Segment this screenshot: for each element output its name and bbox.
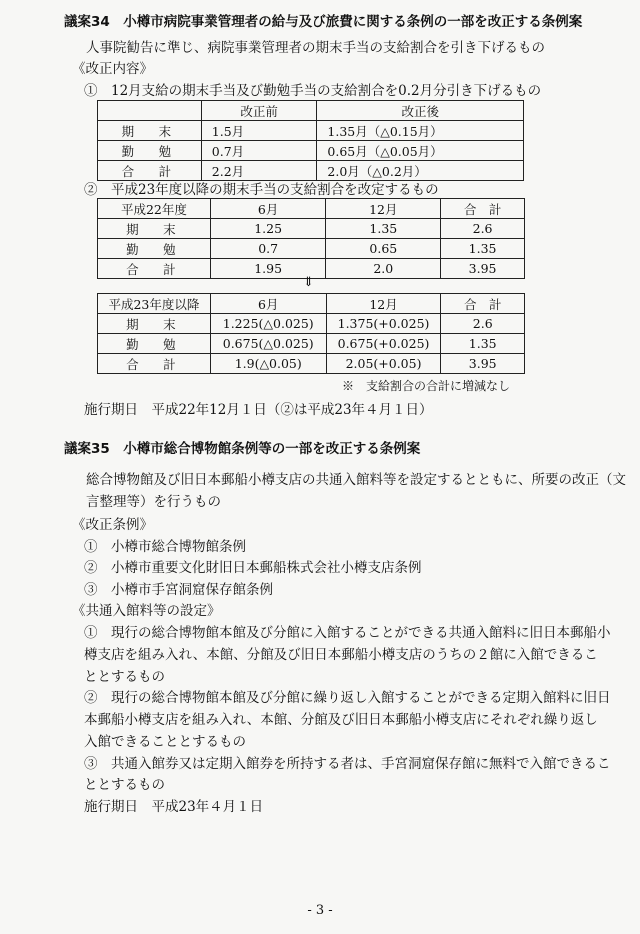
table-cell: 1.35 <box>441 334 525 354</box>
page-number: - 3 - <box>307 903 333 918</box>
table-cell: 勤 勉 <box>98 334 211 354</box>
ordinance-item: ② 小樽市重要文化財旧日本郵船株式会社小樽支店条例 <box>84 560 422 576</box>
table3-header: 平成23年度以降 <box>98 294 211 314</box>
table1 <box>97 100 524 181</box>
table3 <box>97 293 525 374</box>
bill34-section-label: 《改正内容》 <box>72 61 153 77</box>
bill34-heading: 議案34 小樽市病院事業管理者の給与及び旅費に関する条例の一部を改正する条例案 <box>64 14 583 30</box>
table-row <box>98 239 525 259</box>
table-cell: 0.7 <box>210 239 326 259</box>
table-cell: 0.65 <box>326 239 441 259</box>
table2-header: 6月 <box>210 199 326 219</box>
table-cell: 2.2月 <box>201 161 317 181</box>
table-cell: 0.675(△0.025) <box>210 334 326 354</box>
table-cell: 合 計 <box>98 259 211 279</box>
ordinance-item: ① 小樽市総合博物館条例 <box>84 539 246 555</box>
table-cell: 期 末 <box>98 314 211 334</box>
bill34-summary: 人事院勧告に準じ、病院事業管理者の期末手当の支給割合を引き下げるもの <box>86 40 545 56</box>
table2-header: 平成22年度 <box>98 199 211 219</box>
table-cell: 勤 勉 <box>98 141 202 161</box>
table-row <box>98 219 525 239</box>
table-cell: 期 末 <box>98 219 211 239</box>
table-row <box>98 314 525 334</box>
table-cell: 2.6 <box>441 219 525 239</box>
down-arrow-icon: ⇓ <box>303 275 314 290</box>
bill34-effective-date: 施行期日 平成22年12月１日（②は平成23年４月１日） <box>84 402 433 418</box>
bill34-item2: ② 平成23年度以降の期末手当の支給割合を改定するもの <box>84 182 439 198</box>
table1-header <box>98 101 202 121</box>
table-cell: 勤 勉 <box>98 239 211 259</box>
table2-header: 12月 <box>326 199 441 219</box>
fee-item-1-line3: ととするもの <box>84 669 165 685</box>
table3-header-row <box>98 294 525 314</box>
fee-item-3-line2: ととするもの <box>84 777 165 793</box>
bill35-section-label1: 《改正条例》 <box>72 517 153 533</box>
table-cell: 合 計 <box>98 354 211 374</box>
bill35-section-label2: 《共通入館料等の設定》 <box>72 603 221 619</box>
table-cell: 0.675(+0.025) <box>326 334 441 354</box>
table-cell: 2.6 <box>441 314 525 334</box>
table-cell: 1.95 <box>210 259 326 279</box>
table-row <box>98 121 524 141</box>
table-cell: 1.5月 <box>201 121 317 141</box>
bill35-heading: 議案35 小樽市総合博物館条例等の一部を改正する条例案 <box>64 441 421 457</box>
table-cell: 1.375(+0.025) <box>326 314 441 334</box>
fee-item-2-line2: 本郵船小樽支店を組み入れ、本館、分館及び旧日本郵船小樽支店にそれぞれ繰り返し <box>84 712 598 728</box>
bill35-summary-line2: 言整理等）を行うもの <box>86 494 221 510</box>
table1-header: 改正後 <box>317 101 524 121</box>
table1-header: 改正前 <box>201 101 317 121</box>
table-cell: 1.9(△0.05) <box>210 354 326 374</box>
table-cell: 期 末 <box>98 121 202 141</box>
fee-item-2-line3: 入館できることとするもの <box>84 734 246 750</box>
table-cell: 2.0 <box>326 259 441 279</box>
table-cell: 2.05(+0.05) <box>326 354 441 374</box>
table2 <box>97 198 525 279</box>
fee-item-1-line1: ① 現行の総合博物館本館及び分館に入館することができる共通入館料に旧日本郵船小 <box>84 625 611 641</box>
table-cell: 3.95 <box>441 259 525 279</box>
table-row <box>98 141 524 161</box>
table-cell: 3.95 <box>441 354 525 374</box>
table-cell: 0.65月（△0.05月） <box>317 141 524 161</box>
table-cell: 1.35 <box>326 219 441 239</box>
table-cell: 1.35月（△0.15月） <box>317 121 524 141</box>
fee-item-2-line1: ② 現行の総合博物館本館及び分館に繰り返し入館することができる定期入館料に旧日 <box>84 690 611 706</box>
table-cell: 2.0月（△0.2月） <box>317 161 524 181</box>
bill35-effective-date: 施行期日 平成23年４月１日 <box>84 799 264 815</box>
fee-item-1-line2: 樽支店を組み入れ、本館、分館及び旧日本郵船小樽支店のうちの２館に入館できるこ <box>84 647 598 663</box>
table2-header: 合 計 <box>441 199 525 219</box>
bill34-item1: ① 12月支給の期末手当及び勤勉手当の支給割合を0.2月分引き下げるもの <box>84 83 542 99</box>
fee-item-3-line1: ③ 共通入館券又は定期入館券を所持する者は、手宮洞窟保存館に無料で入館できるこ <box>84 756 611 772</box>
table3-header: 12月 <box>326 294 441 314</box>
table-row <box>98 354 525 374</box>
table3-header: 合 計 <box>441 294 525 314</box>
bill34-note: ※ 支給割合の合計に増減なし <box>342 379 511 393</box>
table-cell: 合 計 <box>98 161 202 181</box>
ordinance-item: ③ 小樽市手宮洞窟保存館条例 <box>84 582 273 598</box>
table-row <box>98 334 525 354</box>
table-cell: 0.7月 <box>201 141 317 161</box>
table-cell: 1.35 <box>441 239 525 259</box>
bill35-summary-line1: 総合博物館及び旧日本郵船小樽支店の共通入館料等を設定するとともに、所要の改正（文 <box>86 472 626 488</box>
table-cell: 1.25 <box>210 219 326 239</box>
table2-header-row <box>98 199 525 219</box>
table-cell: 1.225(△0.025) <box>210 314 326 334</box>
table1-header-row <box>98 101 524 121</box>
table3-header: 6月 <box>210 294 326 314</box>
